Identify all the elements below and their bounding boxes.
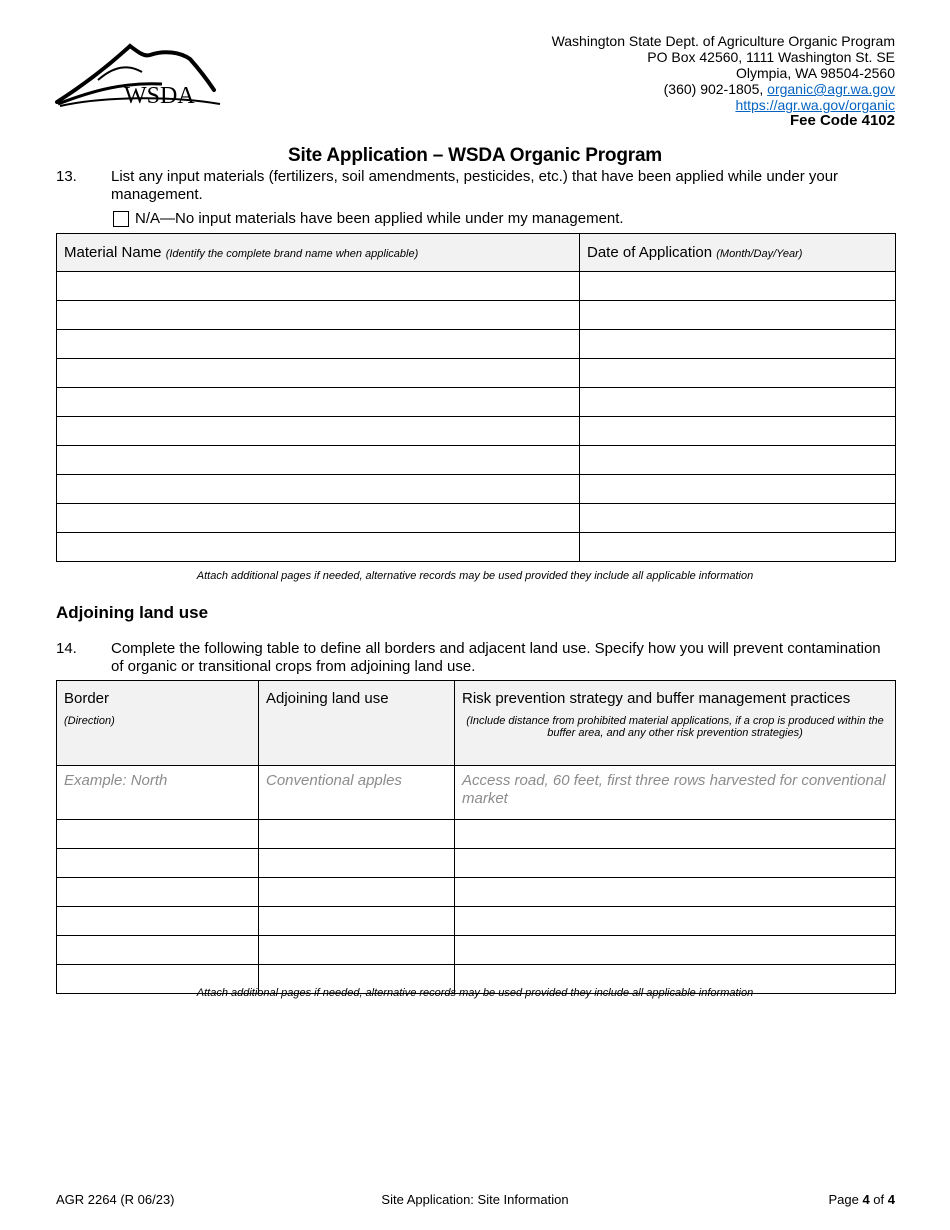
border-cell[interactable]: [57, 849, 259, 878]
table-header-row: [57, 234, 896, 272]
na-checkbox[interactable]: [113, 211, 129, 227]
material-name-cell[interactable]: [57, 504, 580, 533]
adjoining-land-use-header: Adjoining land use: [259, 681, 455, 766]
material-name-cell[interactable]: [57, 301, 580, 330]
table-row: [57, 504, 896, 533]
strategy-cell[interactable]: [455, 907, 896, 936]
date-cell[interactable]: [580, 446, 896, 475]
agency-website-link[interactable]: https://agr.wa.gov/organic: [735, 97, 895, 113]
material-name-cell[interactable]: [57, 359, 580, 388]
border-cell[interactable]: [57, 820, 259, 849]
date-header: Date of Application (Month/Day/Year): [580, 234, 896, 272]
table-row: [57, 849, 896, 878]
date-cell[interactable]: [580, 272, 896, 301]
border-cell[interactable]: [57, 936, 259, 965]
material-name-cell[interactable]: [57, 330, 580, 359]
border-hint: (Direction): [64, 715, 115, 727]
example-border: Example: North: [57, 766, 259, 820]
input-materials-table: [56, 233, 896, 562]
fee-code: Fee Code 4102: [789, 112, 895, 129]
table-row: [57, 878, 896, 907]
footer-section: Site Application: Site Information: [381, 1192, 569, 1207]
material-name-cell[interactable]: [57, 417, 580, 446]
material-name-cell[interactable]: [57, 475, 580, 504]
risk-prevention-header: Risk prevention strategy and buffer management practices (Include distance from prohibited material applications, if a crop is produced within the buffer area, and any other risk prevention strategies): [455, 681, 896, 766]
strategy-cell[interactable]: [455, 820, 896, 849]
date-cell[interactable]: [580, 533, 896, 562]
date-cell[interactable]: [580, 504, 896, 533]
page-title: Site Application – WSDA Organic Program: [287, 145, 663, 166]
border-cell[interactable]: [57, 907, 259, 936]
agency-line-2: PO Box 42560, 1111 Washington St. SE: [647, 49, 895, 65]
date-hint: (Month/Day/Year): [716, 248, 803, 260]
question-14-text: Complete the following table to define all borders and adjacent land use. Specify how you will prevent contamination of organic or transitional crops from adjoining land use.: [111, 640, 881, 675]
material-name-cell[interactable]: [57, 388, 580, 417]
example-strategy: Access road, 60 feet, first three rows harvested for conventional market: [455, 766, 896, 820]
date-cell[interactable]: [580, 301, 896, 330]
table-row: [57, 936, 896, 965]
na-label: N/A—No input materials have been applied while under my management.: [135, 210, 624, 227]
border-cell[interactable]: [57, 878, 259, 907]
logo-text: WSDA: [124, 83, 195, 109]
date-cell[interactable]: [580, 475, 896, 504]
agency-email-link[interactable]: organic@agr.wa.gov: [767, 81, 895, 97]
date-cell[interactable]: [580, 359, 896, 388]
table-row: [57, 359, 896, 388]
question-13-number: 13.: [56, 168, 77, 185]
land-use-cell[interactable]: [259, 878, 455, 907]
material-name-cell[interactable]: [57, 272, 580, 301]
question-14-number: 14.: [56, 640, 77, 657]
table-row: [57, 820, 896, 849]
date-cell[interactable]: [580, 388, 896, 417]
material-name-header: Material Name (Identify the complete brand name when applicable): [57, 234, 580, 272]
table-row: [57, 301, 896, 330]
border-header: Border (Direction): [57, 681, 259, 766]
material-name-cell[interactable]: [57, 446, 580, 475]
land-use-cell[interactable]: [259, 936, 455, 965]
risk-prevention-hint: (Include distance from prohibited material applications, if a crop is produced within the buffer area, and any other risk prevention strategies): [466, 715, 884, 739]
agency-line-1: Washington State Dept. of Agriculture Organic Program: [551, 33, 895, 49]
table-row: [57, 272, 896, 301]
attach-note-2: Attach additional pages if needed, alternative records may be used provided they include all applicable information: [196, 987, 754, 999]
table-header-row: [57, 681, 896, 766]
example-land-use: Conventional apples: [259, 766, 455, 820]
strategy-cell[interactable]: [455, 936, 896, 965]
table-row: [57, 388, 896, 417]
form-id: AGR 2264 (R 06/23): [56, 1192, 175, 1207]
material-name-cell[interactable]: [57, 533, 580, 562]
na-option[interactable]: [113, 210, 624, 227]
strategy-cell[interactable]: [455, 878, 896, 907]
date-cell[interactable]: [580, 330, 896, 359]
example-row: [57, 766, 896, 820]
question-13-text: List any input materials (fertilizers, soil amendments, pesticides, etc.) that have been applied while under your management.: [111, 168, 839, 203]
table-row: [57, 907, 896, 936]
strategy-cell[interactable]: [455, 849, 896, 878]
table-row: [57, 446, 896, 475]
adjoining-land-table: [56, 680, 896, 994]
agency-phone: (360) 902-1805,: [663, 81, 764, 97]
table-row: [57, 417, 896, 446]
page-number: Page 4 of 4: [828, 1192, 895, 1207]
material-name-hint: (Identify the complete brand name when applicable): [165, 248, 419, 260]
wsda-logo: [54, 38, 224, 110]
table-row: [57, 475, 896, 504]
agency-address: [552, 33, 895, 129]
land-use-cell[interactable]: [259, 849, 455, 878]
land-use-cell[interactable]: [259, 907, 455, 936]
land-use-cell[interactable]: [259, 820, 455, 849]
agency-line-3: Olympia, WA 98504-2560: [735, 65, 895, 81]
table-row: [57, 533, 896, 562]
attach-note-1: Attach additional pages if needed, alternative records may be used provided they include all applicable information: [196, 570, 754, 582]
date-cell[interactable]: [580, 417, 896, 446]
table-row: [57, 330, 896, 359]
adjoining-land-use-heading: Adjoining land use: [56, 603, 209, 622]
agency-contact: [552, 81, 895, 97]
